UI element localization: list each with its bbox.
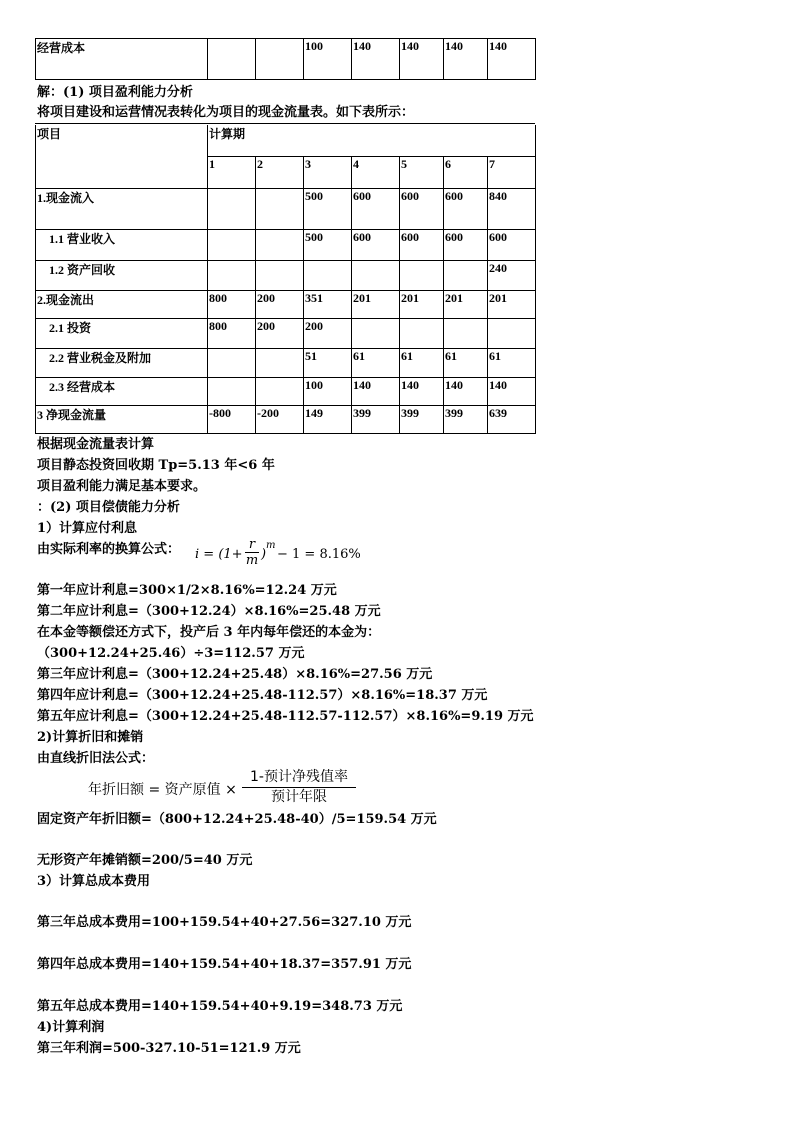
row-value [444, 318, 488, 348]
row-value [256, 348, 304, 377]
subsection-heading: 1）计算应付利息 [37, 521, 138, 536]
period-cell: 2 [256, 156, 304, 188]
row-value: 61 [400, 348, 444, 377]
text-line: 第五年应计利息=（300+12.24+25.48-112.57-112.57）×8.16%=9.19 万元 [37, 709, 534, 724]
row-value [256, 260, 304, 290]
text-line: 第五年总成本费用=140+159.54+40+9.19=348.73 万元 [37, 999, 403, 1014]
row-value: 500 [304, 229, 352, 260]
row-value: 201 [400, 290, 444, 318]
table-row [36, 348, 536, 377]
row-value: 200 [304, 318, 352, 348]
row-value: 201 [352, 290, 400, 318]
row-value: 140 [444, 377, 488, 405]
table-row [36, 188, 536, 229]
text-line: 无形资产年摊销额=200/5=40 万元 [37, 853, 253, 868]
row-value [444, 260, 488, 290]
row-value [256, 377, 304, 405]
formula-denominator: 预计年限 [242, 787, 356, 807]
row-value [488, 318, 536, 348]
row-value: 600 [400, 229, 444, 260]
table-row [36, 229, 536, 260]
row-value [304, 260, 352, 290]
formula-tail: − 1 = 8.16% [277, 547, 361, 562]
table-row [36, 318, 536, 348]
text-line: 根据现金流量表计算 [37, 437, 155, 452]
row-value [208, 348, 256, 377]
row-value: 200 [256, 290, 304, 318]
subsection-heading: 2)计算折旧和摊销 [37, 730, 144, 745]
row-label: 1.现金流入 [36, 188, 208, 229]
row-value: 140 [488, 377, 536, 405]
text-line: 第二年应计利息=（300+12.24）×8.16%=25.48 万元 [37, 604, 381, 619]
row-value [352, 318, 400, 348]
row-value: 51 [304, 348, 352, 377]
row-label: 2.现金流出 [36, 290, 208, 318]
row-label: 2.2 营业税金及附加 [36, 348, 208, 377]
row-value: -800 [208, 405, 256, 433]
formula-fraction [242, 768, 356, 807]
table-row [36, 377, 536, 405]
subsection-heading: 4)计算利润 [37, 1020, 105, 1035]
top-cell: 经营成本 [36, 39, 208, 80]
intro-text: 将项目建设和运营情况表转化为项目的现金流量表。如下表所示： [37, 105, 415, 120]
top-cell: 140 [444, 39, 488, 80]
row-value [400, 260, 444, 290]
top-cell: 140 [352, 39, 400, 80]
top-cell [208, 39, 256, 80]
row-value [208, 260, 256, 290]
row-value: 600 [488, 229, 536, 260]
header-item: 项目 [36, 125, 208, 188]
row-value: 61 [352, 348, 400, 377]
row-label: 2.1 投资 [36, 318, 208, 348]
row-value: 100 [304, 377, 352, 405]
period-cell: 7 [488, 156, 536, 188]
row-value: 351 [304, 290, 352, 318]
row-label: 3 净现金流量 [36, 405, 208, 433]
text-line: 第三年应计利息=（300+12.24+25.48）×8.16%=27.56 万元 [37, 667, 433, 682]
row-value: 800 [208, 290, 256, 318]
row-value: 140 [352, 377, 400, 405]
text-line: 第三年总成本费用=100+159.54+40+27.56=327.10 万元 [37, 915, 412, 930]
text-line: 第一年应计利息=300×1/2×8.16%=12.24 万元 [37, 583, 337, 598]
row-value: 600 [352, 188, 400, 229]
row-value: 639 [488, 405, 536, 433]
table-header-row [36, 125, 536, 156]
text-line: 第三年利润=500-327.10-51=121.9 万元 [37, 1041, 301, 1056]
text-line: 项目静态投资回收期 Tp=5.13 年<6 年 [37, 458, 275, 473]
text-line: 由直线折旧法公式： [37, 751, 155, 766]
formula-denominator: m [245, 553, 259, 568]
text-line: 第四年总成本费用=140+159.54+40+18.37=357.91 万元 [37, 957, 412, 972]
subsection-heading: 3）计算总成本费用 [37, 874, 151, 889]
row-value: 200 [256, 318, 304, 348]
row-label: 1.2 资产回收 [36, 260, 208, 290]
row-value [208, 188, 256, 229]
row-value: 600 [444, 229, 488, 260]
row-value: 600 [444, 188, 488, 229]
formula-exponent: m [266, 540, 276, 551]
top-cell [256, 39, 304, 80]
row-value: 399 [352, 405, 400, 433]
row-value: 240 [488, 260, 536, 290]
row-value: 201 [488, 290, 536, 318]
row-value: 399 [400, 405, 444, 433]
top-cell: 140 [488, 39, 536, 80]
row-value [208, 229, 256, 260]
top-cell: 100 [304, 39, 352, 80]
period-cell: 6 [444, 156, 488, 188]
row-value: 600 [400, 188, 444, 229]
top-cell: 140 [400, 39, 444, 80]
row-value [256, 188, 304, 229]
formula-numerator: r [248, 537, 256, 552]
section-heading: ：(2) 项目偿债能力分析 [37, 500, 180, 515]
text-line: 由实际利率的换算公式： [37, 542, 181, 557]
row-value: -200 [256, 405, 304, 433]
row-value: 399 [444, 405, 488, 433]
row-label: 1.1 营业收入 [36, 229, 208, 260]
table-row [36, 260, 536, 290]
row-label: 2.3 经营成本 [36, 377, 208, 405]
row-value [400, 318, 444, 348]
formula-lhs: i = (1+ [195, 547, 243, 562]
period-cell: 5 [400, 156, 444, 188]
heading-profitability: 解：(1) 项目盈利能力分析 [37, 85, 193, 100]
row-value: 201 [444, 290, 488, 318]
row-value: 61 [444, 348, 488, 377]
row-value: 840 [488, 188, 536, 229]
header-period: 计算期 [208, 125, 536, 156]
row-value [208, 377, 256, 405]
text-line: 项目盈利能力满足基本要求。 [37, 479, 207, 494]
top-table-row [36, 39, 536, 80]
divider [35, 123, 535, 124]
top-table [35, 38, 536, 80]
row-value: 600 [352, 229, 400, 260]
row-value [352, 260, 400, 290]
row-value: 149 [304, 405, 352, 433]
row-value: 500 [304, 188, 352, 229]
period-cell: 3 [304, 156, 352, 188]
row-value: 140 [400, 377, 444, 405]
cashflow-table [35, 125, 536, 434]
text-line: 第四年应计利息=（300+12.24+25.48-112.57）×8.16%=18.37 万元 [37, 688, 488, 703]
table-row [36, 405, 536, 433]
row-value: 800 [208, 318, 256, 348]
table-row [36, 290, 536, 318]
text-line: （300+12.24+25.46）÷3=112.57 万元 [37, 646, 305, 661]
formula-fraction [245, 538, 259, 569]
period-cell: 1 [208, 156, 256, 188]
formula-lhs: 年折旧额 = 资产原值 × [88, 782, 237, 798]
row-value: 61 [488, 348, 536, 377]
text-line: 固定资产年折旧额=（800+12.24+25.48-40）/5=159.54 万元 [37, 812, 437, 827]
row-value [256, 229, 304, 260]
formula-paren: ) [261, 547, 267, 562]
period-cell: 4 [352, 156, 400, 188]
formula-numerator: 1-预计净残值率 [250, 769, 348, 785]
text-line: 在本金等额偿还方式下，投产后 3 年内每年偿还的本金为： [37, 625, 381, 640]
